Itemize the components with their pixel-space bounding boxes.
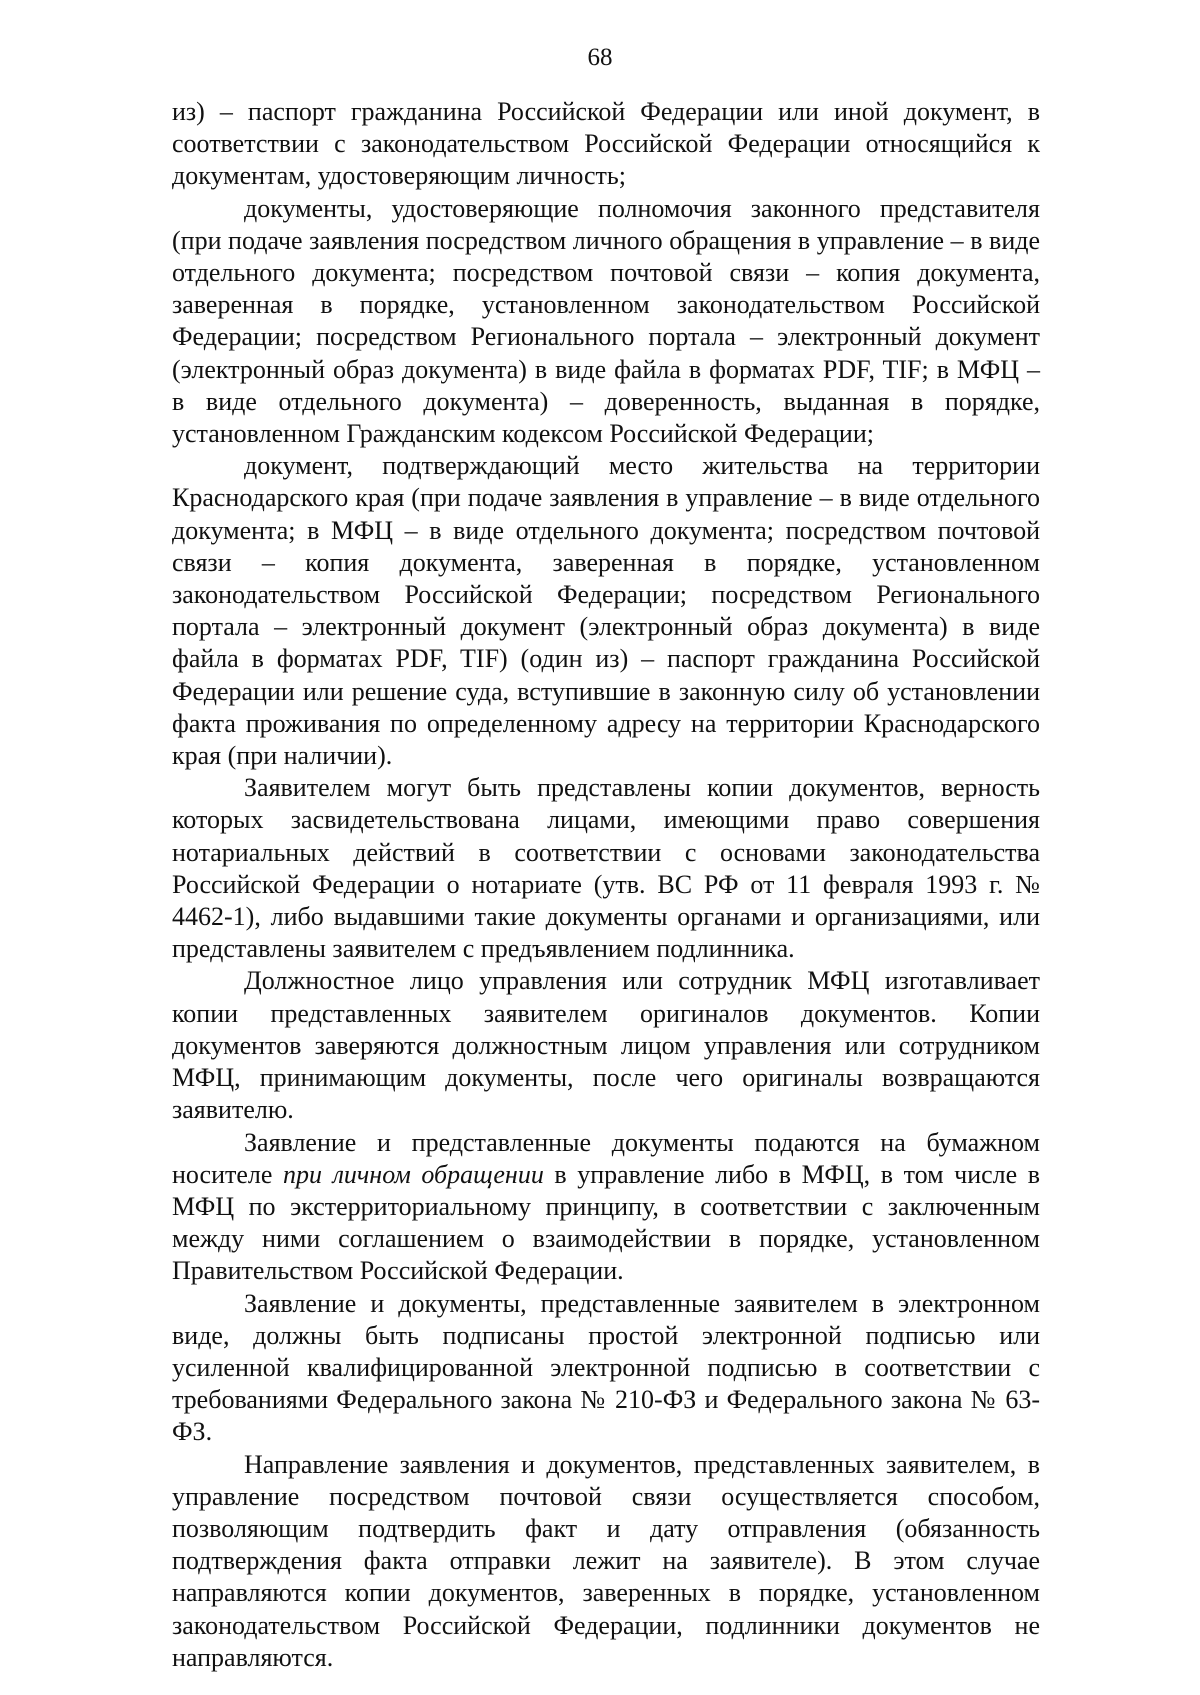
paper-submission-text-after: в управление либо в МФЦ, в том числе в МФЦ по экстерриториальному принципу, в соответствии с заключенным между ними соглашением о взаимодействии в порядке, установленном Правительством Российской Федерации. — [172, 1159, 1041, 1286]
paper-submission-italic-phrase: при личном обращении — [283, 1159, 544, 1189]
page-number: 68 — [587, 44, 613, 71]
paragraph-paper-submission — [172, 1127, 1040, 1288]
paragraph-postal-submission: Направление заявления и документов, представленных заявителем, в управление посредством почтовой связи осуществляется способом, позволяющим подтвердить факт и дату отправления (обязанность подтверждения факта отправки лежит на заявителе). В этом случае направляются копии документов, заверенных в порядке, установленном законодательством Российской Федерации, подлинники документов не направляются. — [172, 1449, 1040, 1672]
paragraph-representative-documents: документы, удостоверяющие полномочия законного представителя (при подаче заявления посредством личного обращения в управление – в виде отдельного документа; посредством почтовой связи – копия документа, заверенная в порядке, установленном законодательством Российской Федерации; посредством Регионального портала – электронный документ (электронный образ документа) в виде файла в форматах PDF, TIF; в МФЦ – в виде отдельного документа) – доверенность, выданная в порядке, установленном Гражданским кодексом Российской Федерации; — [172, 193, 1040, 449]
paragraph-electronic-signature: Заявление и документы, представленные заявителем в электронном виде, должны быть подписаны простой электронной подписью или усиленной квалифицированной электронной подписью в соответствии с требованиями Федерального закона № 210-ФЗ и Федерального закона № 63-ФЗ. — [172, 1288, 1040, 1447]
paper-submission-text-before: Заявление и представленные документы подаются на бумажном носителе — [172, 1127, 1040, 1189]
paragraph-official-copies: Должностное лицо управления или сотрудник МФЦ изготавливает копии представленных заявителем оригиналов документов. Копии документов заверяются должностным лицом управления или сотрудником МФЦ, принимающим документы, после чего оригиналы возвращаются заявителю. — [172, 966, 1040, 1125]
paragraph-certified-copies: Заявителем могут быть представлены копии документов, верность которых засвидетельствована лицами, имеющими право совершения нотариальных действий в соответствии с основами законодательства Российской Федерации о нотариате (утв. ВС РФ от 11 февраля 1993 г. № 4462-1), либо выдавшими такие документы органами и организациями, или представлены заявителем с предъявлением подлинника. — [172, 773, 1040, 964]
paragraph-residence-document: документ, подтверждающий место жительства на территории Краснодарского края (при подаче заявления в управление – в виде отдельного документа; в МФЦ – в виде отдельного документа; посредством почтовой связи – копия документа, заверенная в порядке, установленном законодательством Российской Федерации; посредством Регионального портала – электронный документ (электронный образ документа) в виде файла в форматах PDF, TIF) (один из) – паспорт гражданина Российской Федерации или решение суда, вступившие в законную силу об установлении факта проживания по определенному адресу на территории Краснодарского края (при наличии). — [172, 451, 1040, 771]
body-text — [172, 96, 1040, 1674]
paragraph-passport-id: из) – паспорт гражданина Российской Федерации или иной документ, в соответствии с законодательством Российской Федерации относящийся к документам, удостоверяющим личность; — [172, 97, 1040, 191]
